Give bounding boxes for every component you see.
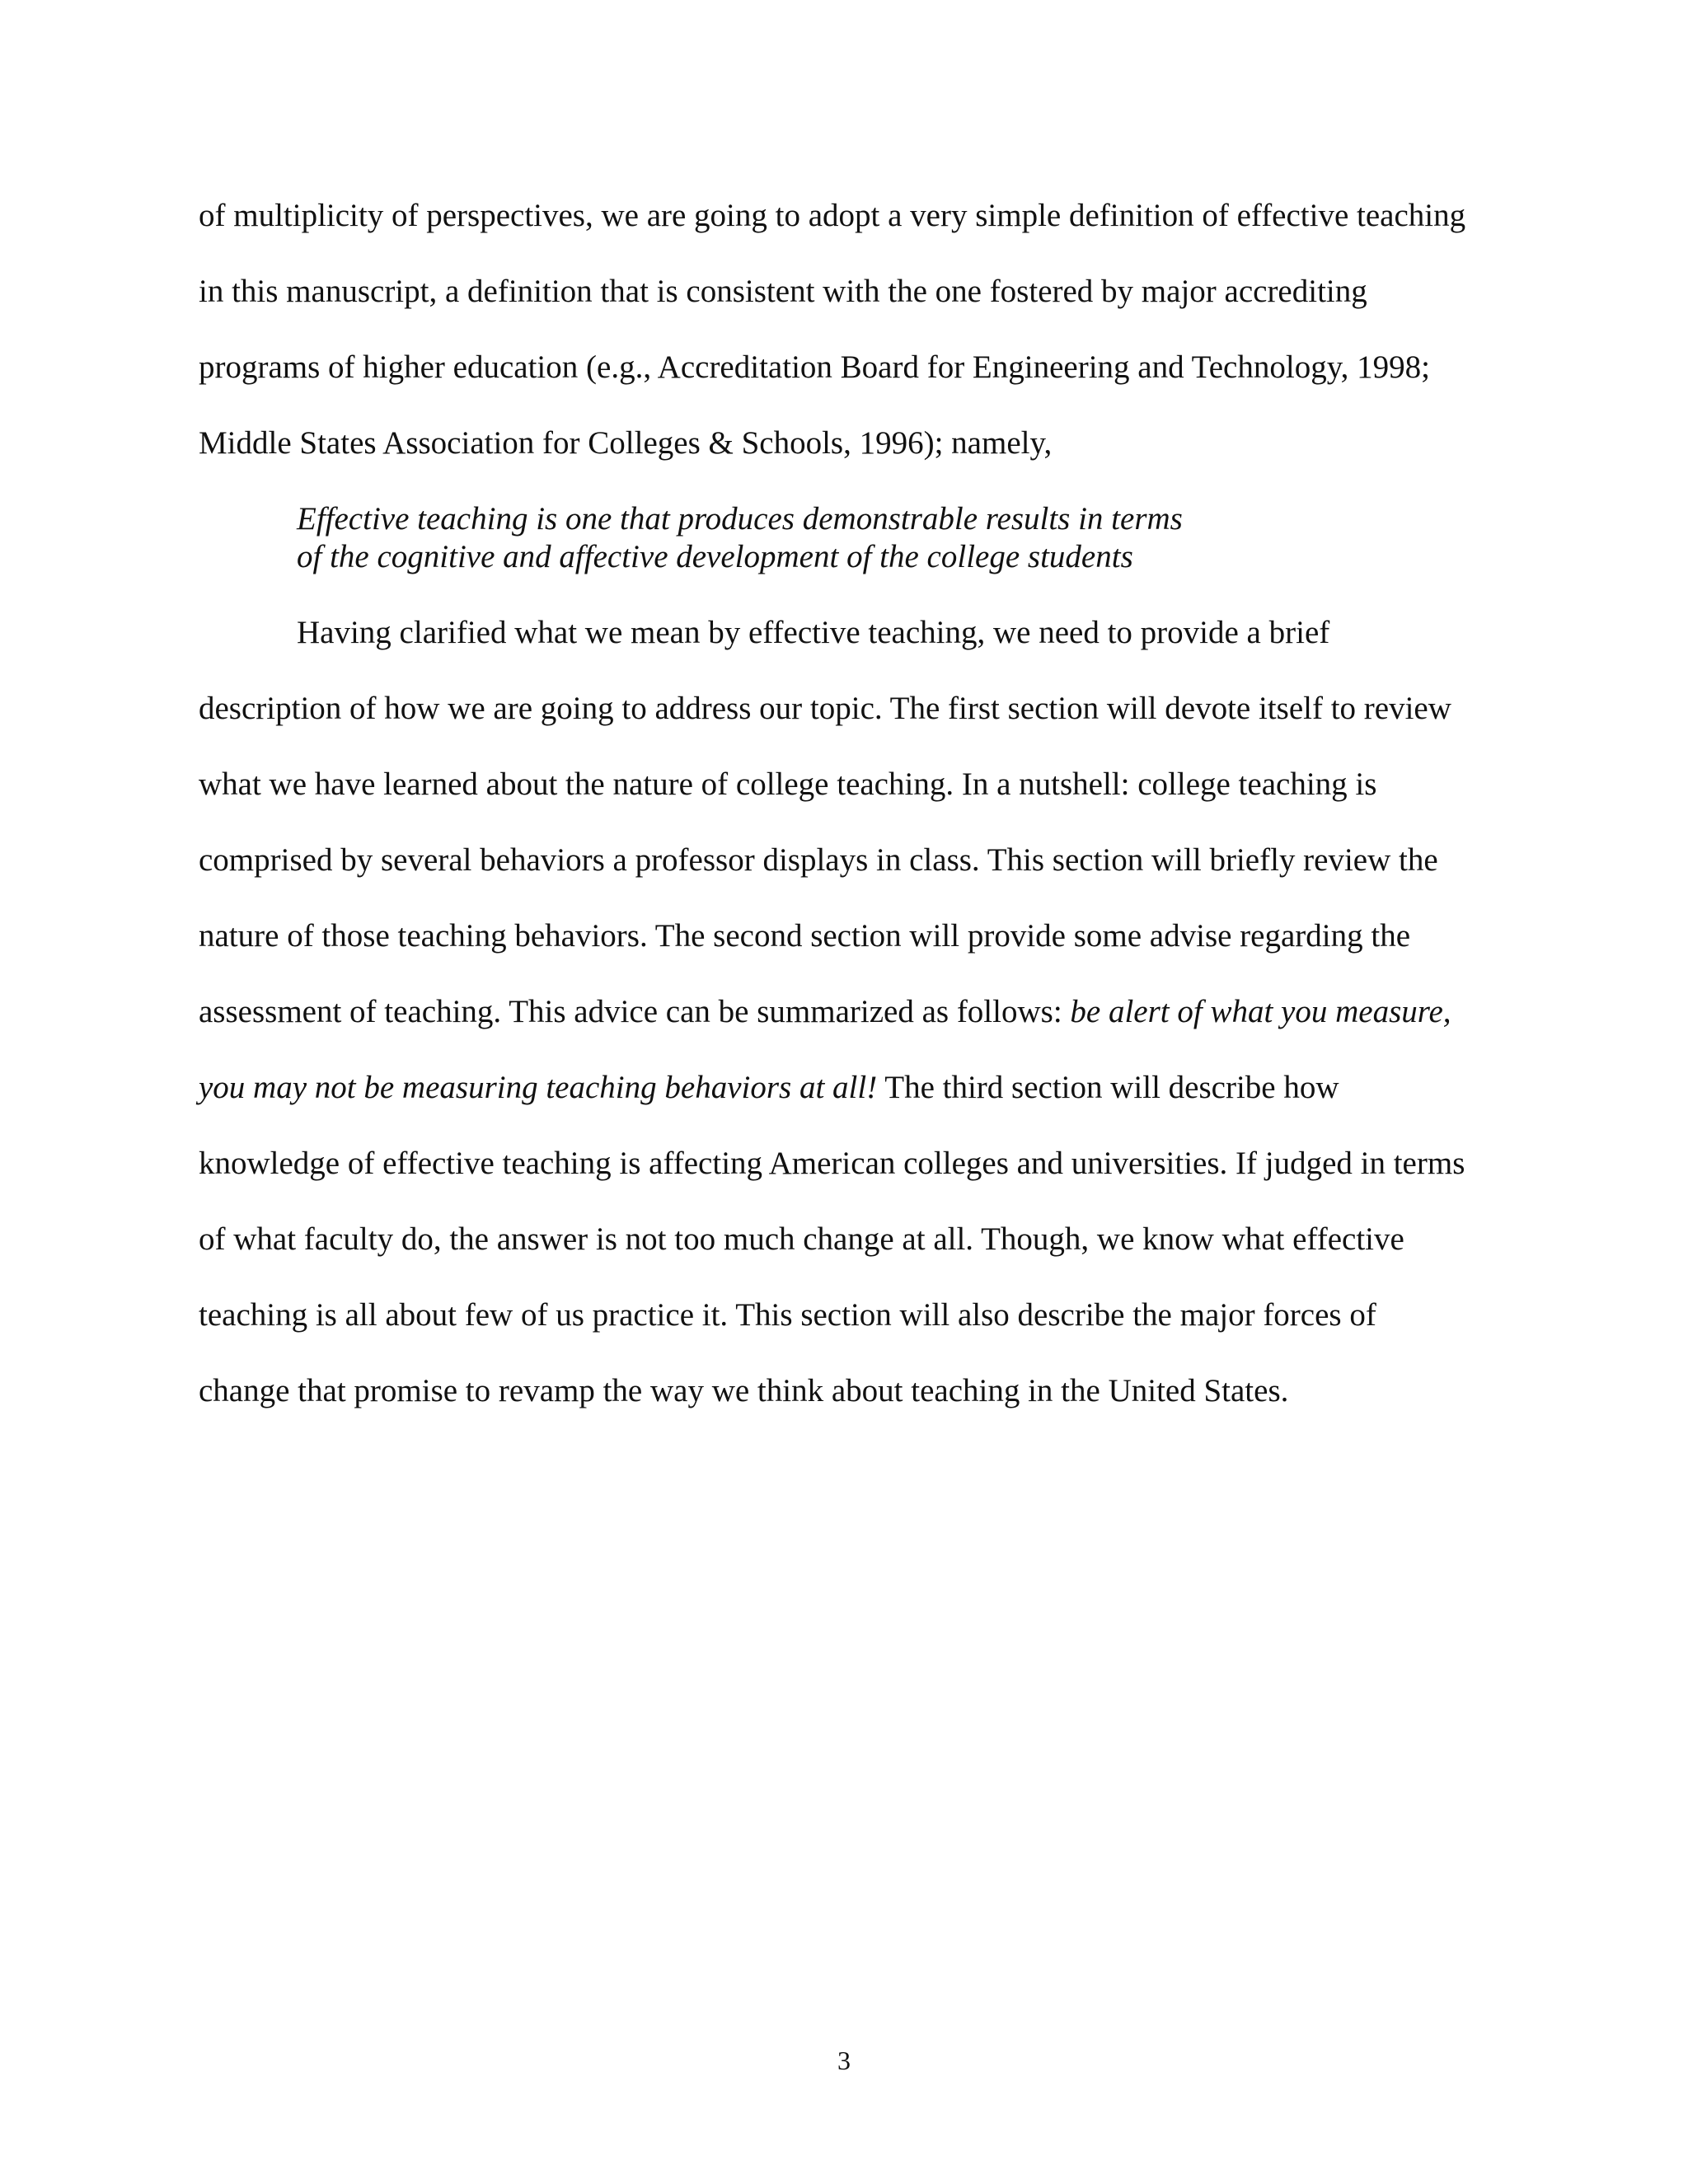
paragraph-line	[199, 1068, 1339, 1108]
paragraph-line: teaching is all about few of us practice it. This section will also describe the major forces of	[199, 1297, 1376, 1333]
paragraph-line: change that promise to revamp the way we think about teaching in the United States.	[199, 1373, 1289, 1408]
paragraph-line: knowledge of effective teaching is affecting American colleges and universities. If judged in terms	[199, 1146, 1465, 1181]
paragraph-line: of what faculty do, the answer is not too much change at all. Though, we know what effective	[199, 1221, 1404, 1257]
paragraph-line: in this manuscript, a definition that is consistent with the one fostered by major accrediting	[199, 274, 1367, 309]
page-number: 3	[837, 2046, 851, 2075]
paragraph-text: assessment of teaching. This advice can be summarized as follows:	[199, 994, 1071, 1029]
paragraph-line: of multiplicity of perspectives, we are going to adopt a very simple definition of effective teaching	[199, 198, 1466, 233]
paragraph-line: nature of those teaching behaviors. The second section will provide some advise regarding the	[199, 918, 1411, 954]
paragraph-line: description of how we are going to address our topic. The first section will devote itself to review	[199, 691, 1451, 726]
emphasized-text: you may not be measuring teaching behaviors at all!	[199, 1070, 878, 1105]
emphasized-text: be alert of what you measure,	[1070, 994, 1451, 1029]
paragraph-line	[199, 992, 1451, 1032]
paragraph-line: what we have learned about the nature of college teaching. In a nutshell: college teaching is	[199, 766, 1377, 802]
paragraph-line: Having clarified what we mean by effective teaching, we need to provide a brief	[297, 615, 1330, 650]
block-quote-line: Effective teaching is one that produces demonstrable results in terms	[297, 501, 1183, 537]
block-quote-line: of the cognitive and affective development of the college students	[297, 539, 1133, 574]
paragraph-line: programs of higher education (e.g., Accreditation Board for Engineering and Technology, 1998;	[199, 349, 1430, 385]
paragraph-line: Middle States Association for Colleges & Schools, 1996); namely,	[199, 425, 1053, 461]
paragraph-line: comprised by several behaviors a professor displays in class. This section will briefly review the	[199, 842, 1438, 878]
paragraph-text: The third section will describe how	[877, 1070, 1339, 1105]
